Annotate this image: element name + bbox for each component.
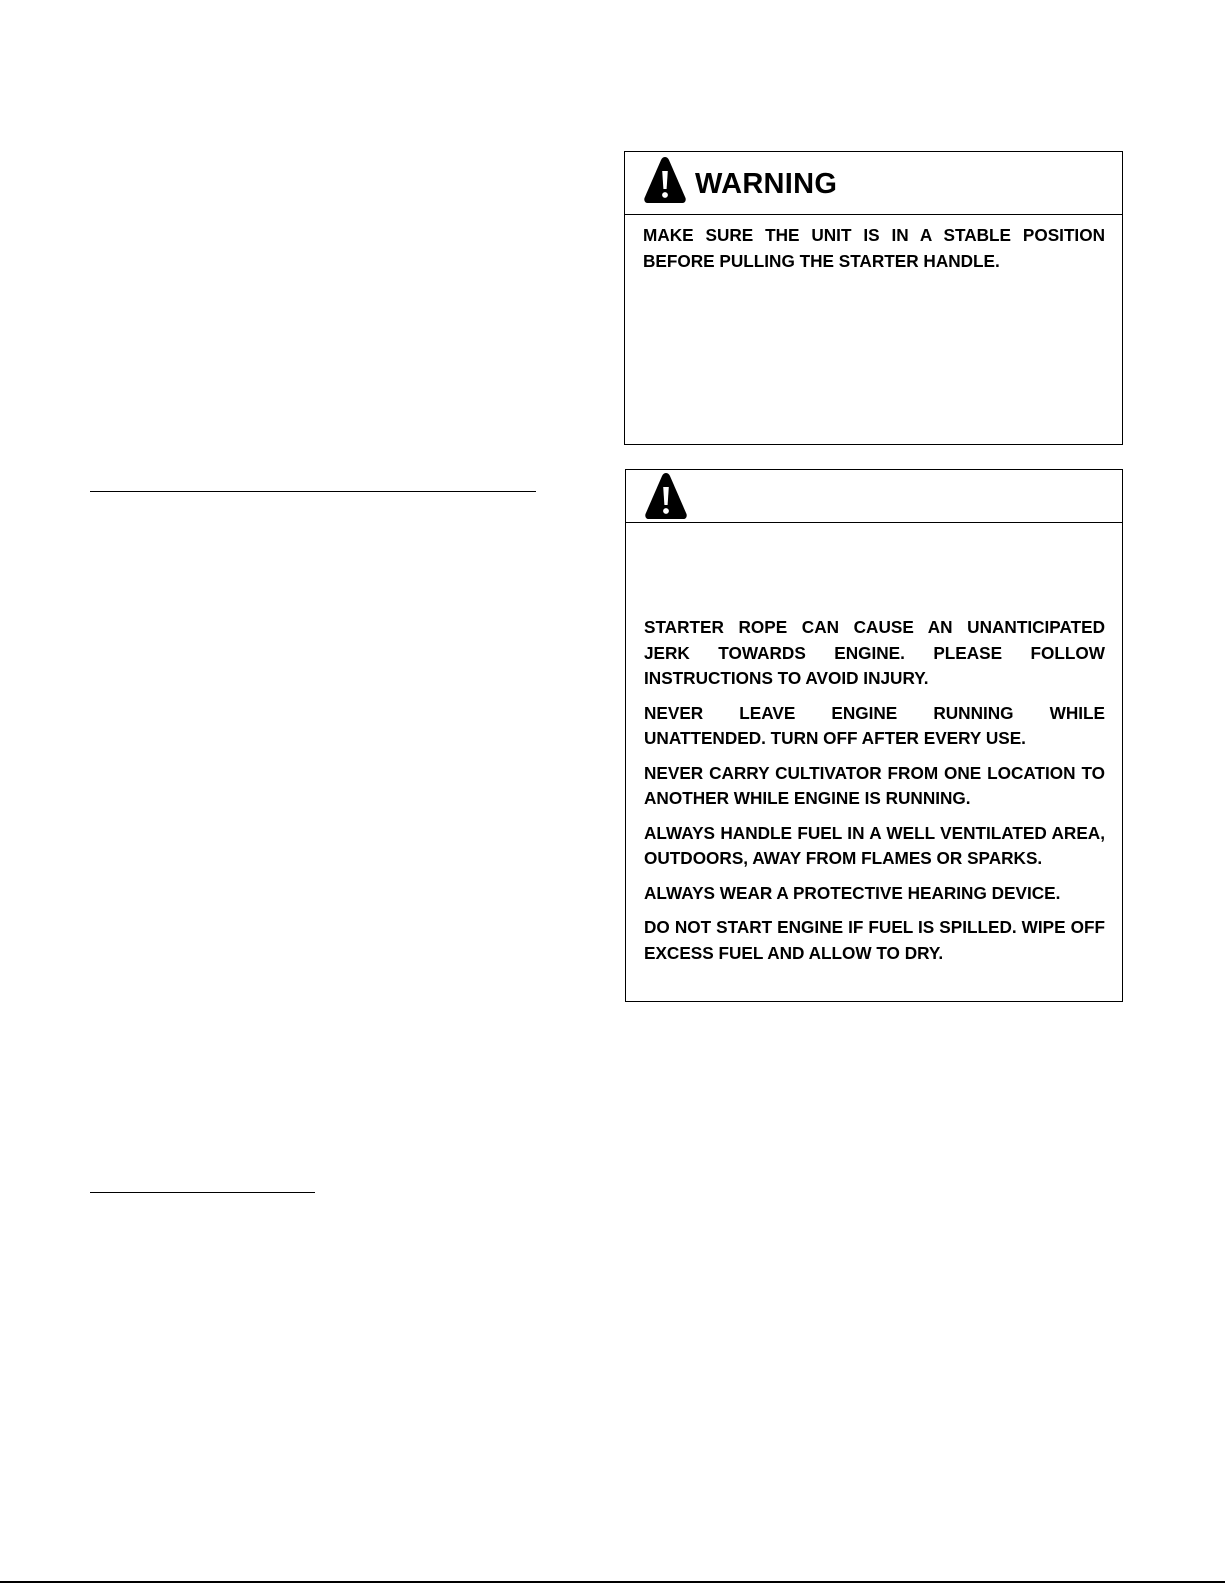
warning-text: ALWAYS HANDLE FUEL IN A WELL VENTILATED AREA, OUTDOORS, AWAY FROM FLAMES OR SPARKS.: [644, 822, 1105, 868]
warning-header: [626, 470, 1122, 523]
warning-text: ALWAYS WEAR A PROTECTIVE HEARING DEVICE.: [644, 882, 1061, 903]
section-rule: [90, 491, 536, 492]
warning-text: NEVER CARRY CULTIVATOR FROM ONE LOCATION TO ANOTHER WHILE ENGINE IS RUNNING.: [644, 762, 1105, 808]
warning-text: DO NOT START ENGINE IF FUEL IS SPILLED. WIPE OFF EXCESS FUEL AND ALLOW TO DRY.: [644, 917, 1105, 963]
warning-body: [626, 523, 1122, 966]
warning-text: MAKE SURE THE UNIT IS IN A STABLE POSITION BEFORE PULLING THE STARTER HANDLE.: [643, 225, 1105, 271]
warning-box-stable-position: [624, 151, 1123, 445]
section-rule: [90, 1192, 315, 1193]
warning-title: WARNING: [695, 168, 838, 200]
warning-triangle-icon: [643, 156, 687, 204]
warning-box-engine-safety: [625, 469, 1123, 1002]
warning-text: NEVER LEAVE ENGINE RUNNING WHILE UNATTENDED. TURN OFF AFTER EVERY USE.: [644, 702, 1105, 748]
warning-text: STARTER ROPE CAN CAUSE AN UNANTICIPATED JERK TOWARDS ENGINE. PLEASE FOLLOW INSTRUCTIONS TO AVOID INJURY.: [644, 617, 1105, 688]
warning-triangle-icon: [644, 472, 688, 520]
warning-body: [625, 215, 1122, 274]
warning-header: [625, 152, 1122, 215]
page-bottom-rule: [0, 1581, 1225, 1583]
